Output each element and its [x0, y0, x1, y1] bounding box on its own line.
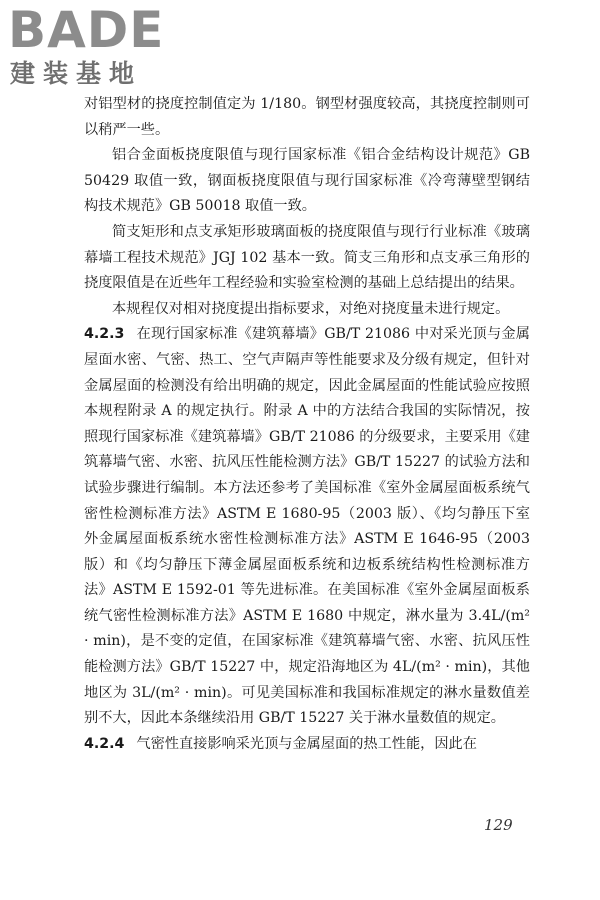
section-4-2-4: [84, 732, 530, 758]
section-number: 4.2.3: [84, 326, 125, 343]
section-number: 4.2.4: [84, 735, 125, 752]
paragraph-deflection-steel: [84, 92, 530, 143]
logo-wordmark: BADE: [8, 1, 165, 59]
paragraph-text: 对铝型材的挠度控制值定为 1/180。钢型材强度较高，其挠度控制则可以稍严一些。: [84, 96, 530, 138]
paragraph-text: 铝合金面板挠度限值与现行国家标准《铝合金结构设计规范》GB 50429 取值一致，钢面板挠度限值与现行国家标准《冷弯薄壁型钢结构技术规范》GB 50018 取值一致。: [84, 147, 530, 215]
page-body: [84, 92, 530, 757]
paragraph-text: 在现行国家标准《建筑幕墙》GB/T 21086 中对采光顶与金属屋面水密、气密、热工、空气声隔声等性能要求及分级有规定，但针对金属屋面的检测没有给出明确的规定，因此金属屋面的性能试验应按照本规程附录 A 的规定执行。附录 A 中的方法结合我国的实际情况，按照现行国家标准《建筑幕墙》GB/T 21086 的分级要求，主要采用《建筑幕墙气密、水密、抗风压性能检测方法》GB/T 15227 的试验方法和试验步骤进行编制。本方法还参考了美国标准《室外金属屋面板系统气密性检测标准方法》ASTM E 1680-95（2003 版）、《均匀静压下室外金属屋面板系统水密性检测标准方法》ASTM E 1646-95（2003 版）和《均匀静压下薄金属屋面板系统和边板系统结构性检测标准方法》ASTM E 1592-01 等先进标准。在美国标准《室外金属屋面板系统气密性检测标准方法》ASTM E 1680 中规定，淋水量为 3.4L/(m² · min)，是不变的定值，在国家标准《建筑幕墙气密、水密、抗风压性能检测方法》GB/T 15227 中，规定沿海地区为 4L/(m² · min)，其他地区为 3L/(m² · min)。可见美国标准和我国标准规定的淋水量数值差别不大，因此本条继续沿用 GB/T 15227 关于淋水量数值的规定。: [84, 326, 531, 727]
paragraph-text: 气密性直接影响采光顶与金属屋面的热工性能，因此在: [136, 735, 477, 752]
paragraph-panel-deflection: [84, 143, 530, 220]
logo-subtitle: 建装基地: [10, 59, 143, 88]
section-4-2-3: [84, 322, 530, 732]
page-number: 129: [484, 816, 513, 834]
paragraph-relative-deflection: [84, 297, 530, 323]
brand-logo: [8, 1, 178, 90]
paragraph-text: 简支矩形和点支承矩形玻璃面板的挠度限值与现行行业标准《玻璃幕墙工程技术规范》JGJ 102 基本一致。简支三角形和点支承三角形的挠度限值是在近些年工程经验和实验室检测的基础上总结提出的结果。: [84, 223, 530, 292]
paragraph-glass-deflection: [84, 220, 530, 297]
paragraph-text: 本规程仅对相对挠度提出指标要求，对绝对挠度量未进行规定。: [112, 300, 510, 317]
